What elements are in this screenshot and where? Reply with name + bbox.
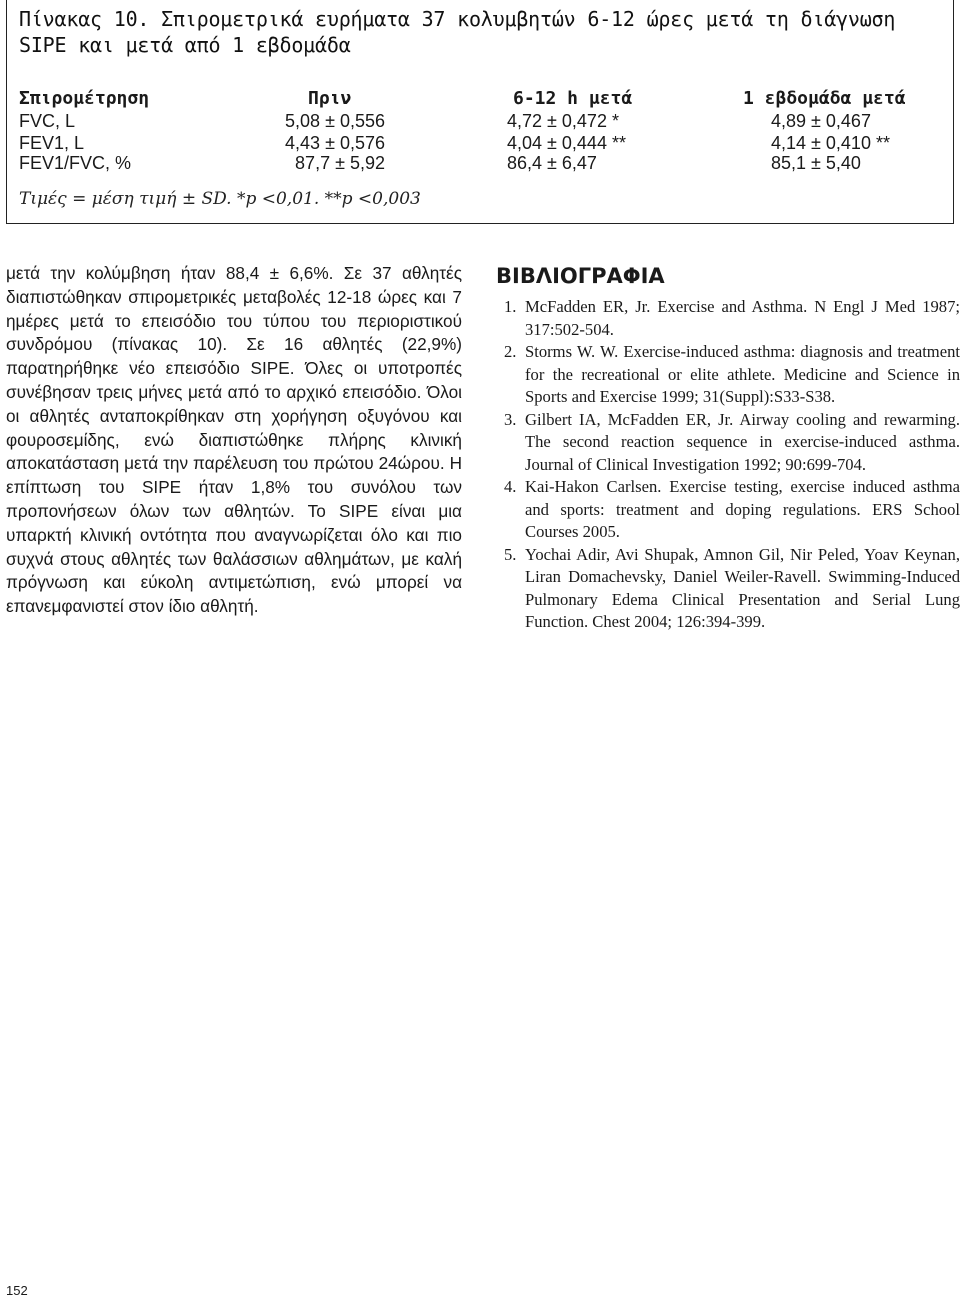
value-6-12h: 86,4 ± 6,47 bbox=[507, 153, 597, 173]
table-footnote: Τιμές = μέση τιμή ± SD. *p <0,01. **p <0,003 bbox=[19, 189, 421, 209]
reference-item bbox=[496, 544, 960, 634]
header-6-12h-after: 6-12 h μετά bbox=[513, 88, 633, 109]
page-number: 152 bbox=[6, 1283, 28, 1298]
spirometry-table bbox=[6, 0, 954, 224]
reference-item bbox=[496, 409, 960, 477]
header-1-week-after: 1 εβδομάδα μετά bbox=[743, 88, 906, 109]
table-row bbox=[7, 110, 955, 132]
reference-text: Yochai Adir, Avi Shupak, Amnon Gil, Nir Peled, Yoav Keynan, Liran Domachevsky, Daniel Weiler-Ravell. Swimming-Induced Pulmonary Edema Clinical Presentation and Serial Lung Function. Chest 2004; 126:394-399. bbox=[525, 544, 960, 631]
value-1-week: 85,1 ± 5,40 bbox=[771, 153, 861, 173]
reference-number: 4. bbox=[504, 477, 517, 496]
table-header-row bbox=[7, 88, 955, 110]
reference-text: Gilbert IA, McFadden ER, Jr. Airway cooling and rewarming. The second reaction sequence in exercise-induced asthma. Journal of Clinical Investigation 1992; 90:699-704. bbox=[525, 409, 960, 474]
reference-number: 2. bbox=[504, 342, 517, 361]
table-caption: Πίνακας 10. Σπιρομετρικά ευρήματα 37 κολυμβητών 6-12 ώρες μετά τη διάγνωση SIPE και μετά από 1 εβδομάδα bbox=[19, 7, 896, 57]
reference-text: Kai-Hakon Carlsen. Exercise testing, exercise induced asthma and sports: treatment and doping regulations. ERS School Courses 2005. bbox=[525, 477, 960, 541]
table-row bbox=[7, 152, 955, 174]
table-row bbox=[7, 132, 955, 154]
body-paragraph: μετά την κολύμβηση ήταν 88,4 ± 6,6%. Σε 37 αθλητές διαπιστώθηκαν σπιρομετρικές μεταβολές 12-18 ώρες και 7 ημέρες μετά το επεισόδιο του τύπου του περιοριστικού συνδρόμου (πίνακας 10). Σε 16 αθλητές (22,9%) παρατηρήθηκε νέο επεισόδιο SIPE. Όλες οι υποτροπές συνέβησαν τρεις μήνες μετά από το αρχικό επεισόδιο. Όλοι οι αθλητές ανταποκρίθηκαν στη χορήγηση οξυγόνου και φουροσεμίδης, ενώ διαπιστώθηκε πλήρης κλινική αποκατάσταση μετά την παρέλευση του πρώτου 24ώρου. Η επίπτωση του SIPE ήταν 1,8% του συνόλου των προπονήσεων όλων των αθλητών. Το SIPE είναι μια υπαρκτή κλινική οντότητα που αναγνωρίζεται όλο και πιο συχνά στους αθλητές των θαλάσσιων αθλημάτων, με καλή πρόγνωση και εύκολη αντιμετώπιση, ενώ μπορεί να επανεμφανιστεί στον ίδιο αθλητή. bbox=[6, 263, 462, 617]
reference-number: 1. bbox=[504, 297, 517, 316]
references-heading: ΒΙΒΛΙΟΓΡΑΦΙΑ bbox=[496, 264, 665, 288]
body-text-column bbox=[6, 262, 462, 619]
reference-number: 5. bbox=[504, 544, 517, 564]
reference-number: 3. bbox=[504, 409, 517, 429]
reference-item bbox=[496, 296, 960, 341]
value-before: 87,7 ± 5,92 bbox=[295, 153, 385, 173]
header-before: Πριν bbox=[308, 88, 352, 109]
header-measurement: Σπιρομέτρηση bbox=[19, 88, 150, 109]
value-before: 4,43 ± 0,576 bbox=[285, 133, 385, 153]
value-1-week: 4,14 ± 0,410 ** bbox=[771, 133, 890, 153]
value-6-12h: 4,72 ± 0,472 * bbox=[507, 111, 619, 131]
reference-item bbox=[496, 341, 960, 409]
row-label: FVC, L bbox=[19, 111, 76, 131]
references-list bbox=[496, 296, 960, 634]
row-label: FEV1/FVC, % bbox=[19, 153, 132, 173]
reference-item bbox=[496, 476, 960, 544]
value-1-week: 4,89 ± 0,467 bbox=[771, 111, 871, 131]
reference-text: McFadden ER, Jr. Exercise and Asthma. N Engl J Med 1987; 317:502-504. bbox=[525, 297, 960, 339]
value-before: 5,08 ± 0,556 bbox=[285, 111, 385, 131]
reference-text: Storms W. W. Exercise-induced asthma: diagnosis and treatment for the recreational or elite athlete. Medicine and Science in Sports and Exercise 1999; 31(Suppl):S33-S38. bbox=[525, 342, 960, 406]
row-label: FEV1, L bbox=[19, 133, 85, 153]
value-6-12h: 4,04 ± 0,444 ** bbox=[507, 133, 626, 153]
